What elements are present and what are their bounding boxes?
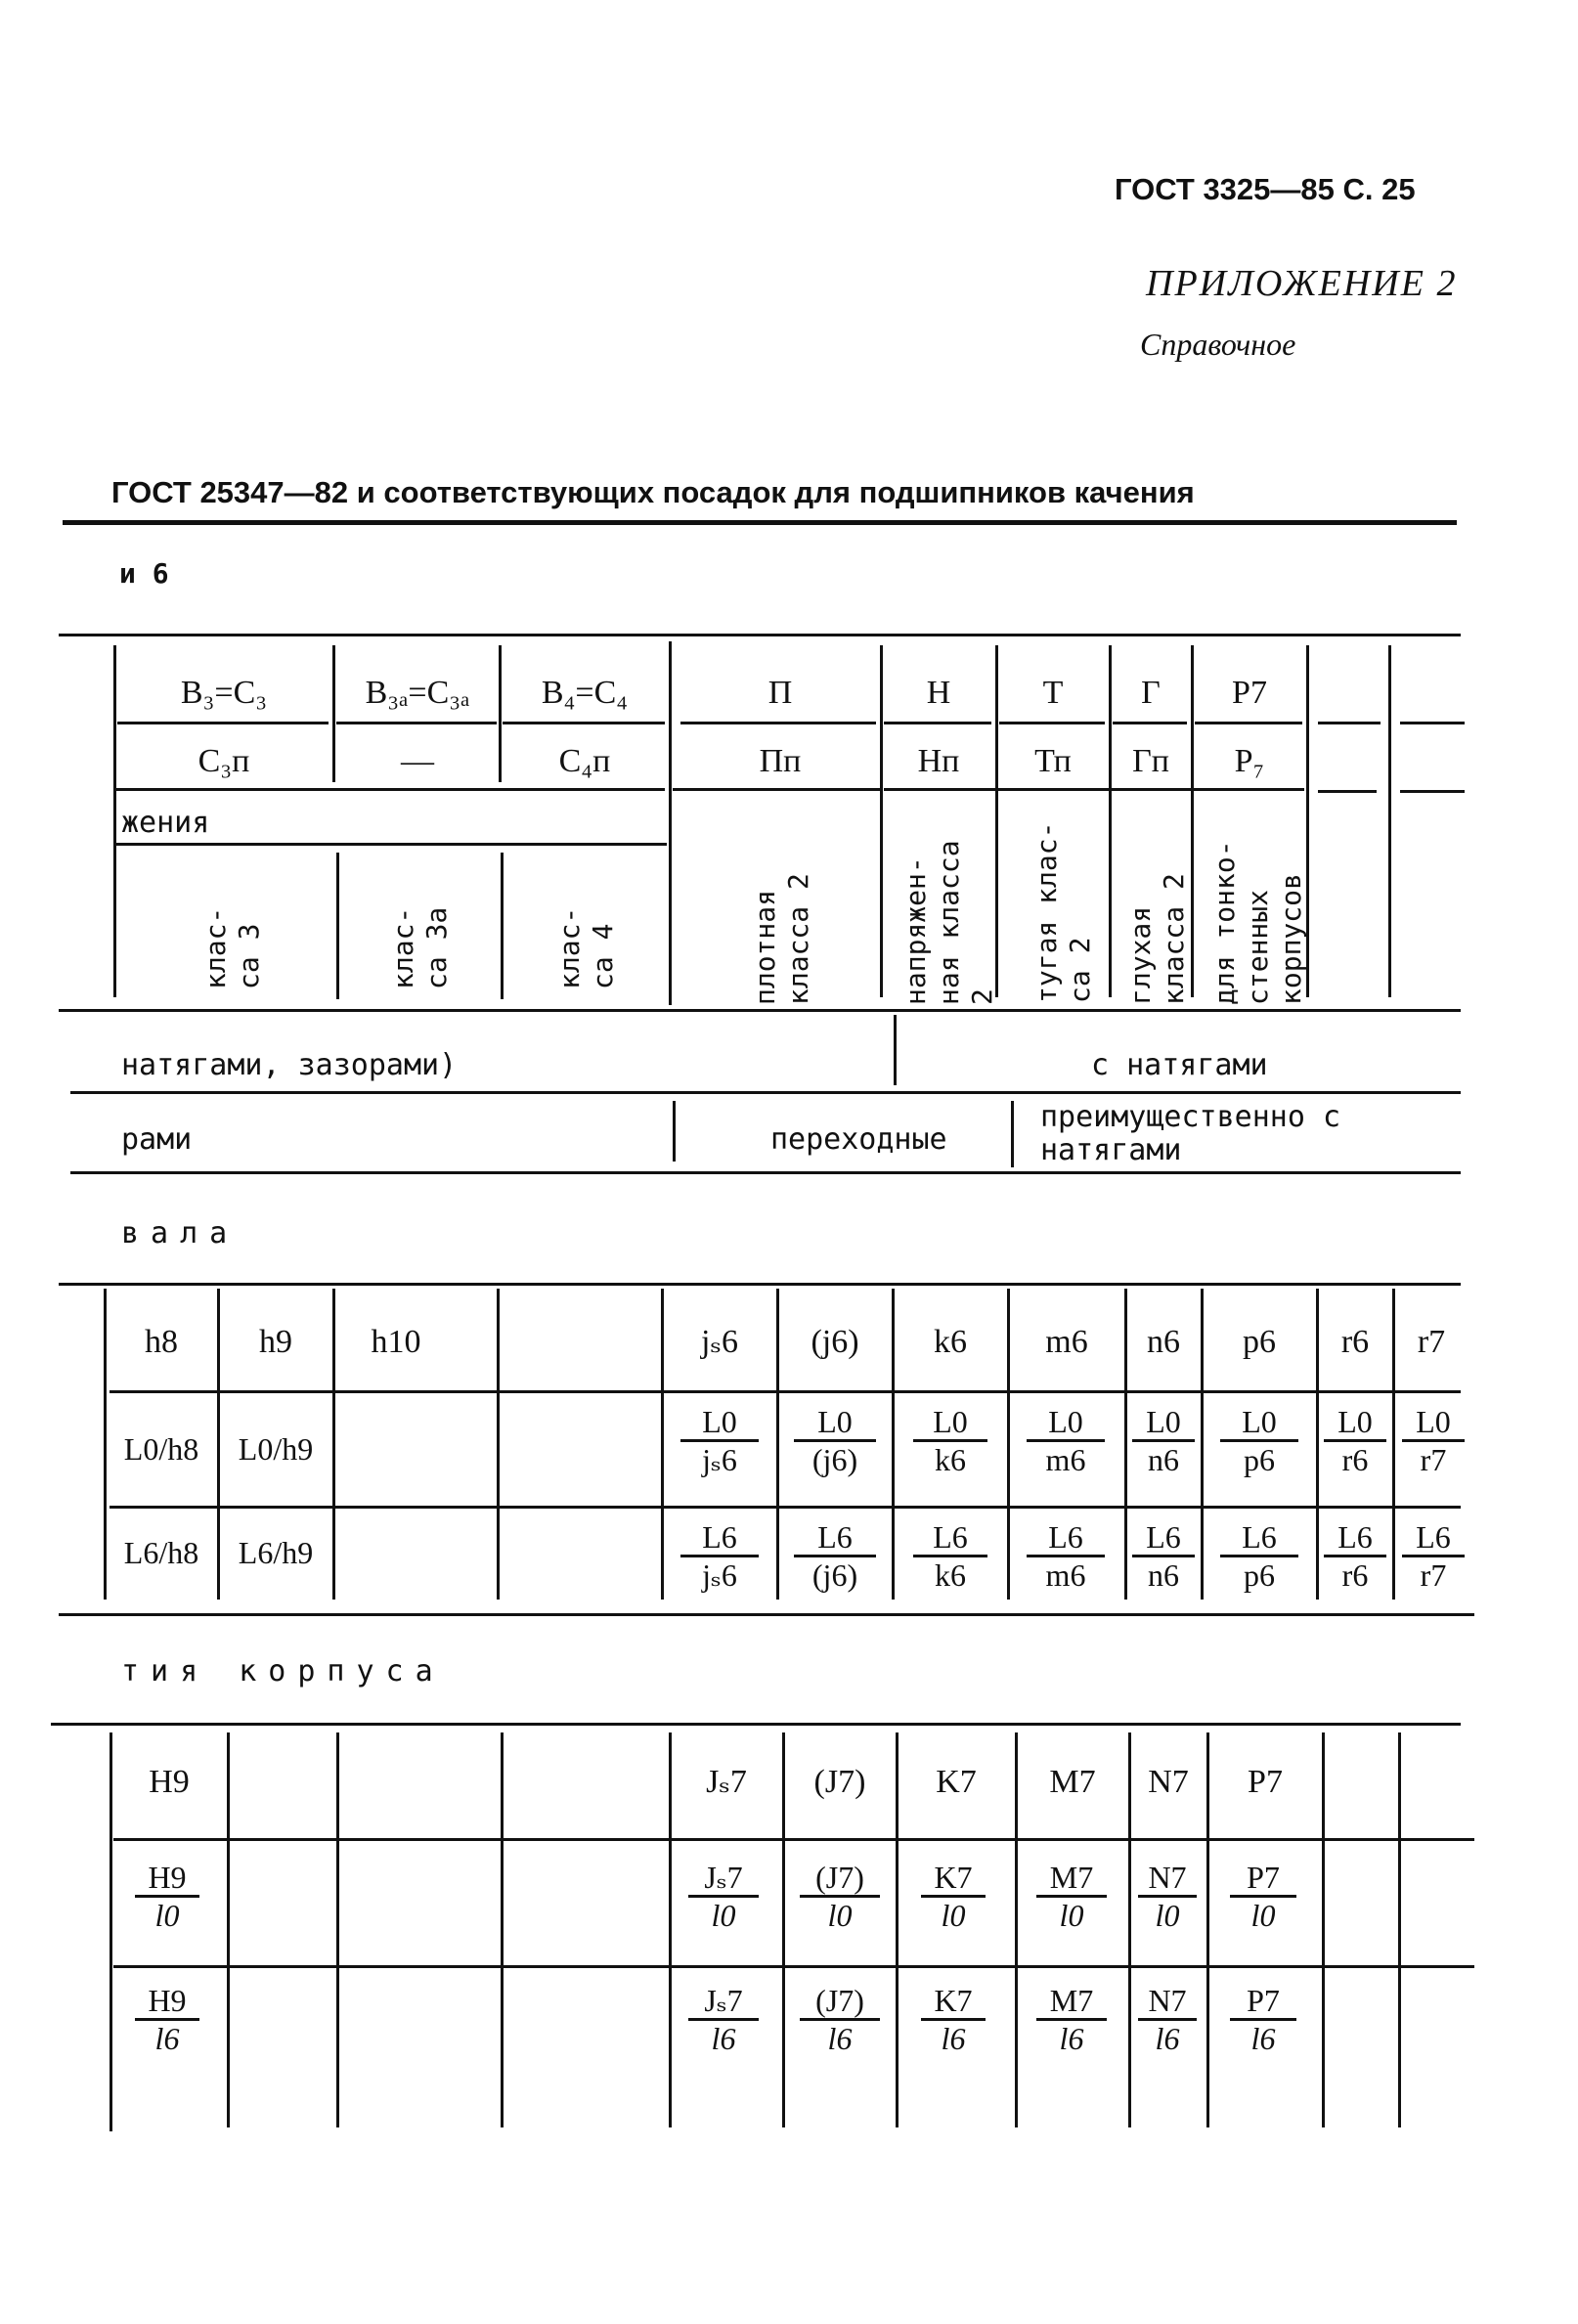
rule <box>1113 722 1187 724</box>
housing-h9: H9 <box>149 1764 190 1800</box>
frac-l6-m6 <box>1027 1521 1105 1591</box>
shaft-h10: h10 <box>371 1324 421 1360</box>
housing-k7: K7 <box>936 1764 977 1800</box>
frac-num: L0 <box>1416 1404 1451 1439</box>
rule <box>336 1732 339 2127</box>
rule <box>1318 722 1381 724</box>
hfrac-k7-l6 <box>921 1985 986 2054</box>
frac-num: L6 <box>702 1519 737 1555</box>
hfrac-h9-l6 <box>135 1985 199 2054</box>
frac-l0-n6 <box>1132 1406 1195 1475</box>
fits-mid2: переходные <box>770 1122 947 1157</box>
hfrac-h9-l0 <box>135 1862 199 1931</box>
rule <box>999 722 1105 724</box>
frac-l6-k6 <box>913 1521 987 1591</box>
rule <box>59 1613 1474 1616</box>
rule <box>880 645 883 997</box>
hfrac-n7-l6 <box>1138 1985 1197 2054</box>
vlabel-8: для тонко- стенных корпусов <box>1208 840 1307 1005</box>
t1-r1-c4: П <box>767 675 793 711</box>
frac-num: K7 <box>934 1860 973 1895</box>
frac-num: K7 <box>934 1983 973 2018</box>
housing-j7: (J7) <box>813 1764 866 1800</box>
t1-r2-c5: Нп <box>917 743 960 779</box>
hfrac-js7-l6 <box>688 1985 759 2054</box>
frac-l0-j6 <box>794 1406 876 1475</box>
frac-num: L6 <box>817 1519 853 1555</box>
rule <box>113 1838 1474 1841</box>
fits-left2: рами <box>121 1122 193 1157</box>
shaft-j6: (j6) <box>811 1324 859 1360</box>
frac-den: n6 <box>1148 1557 1179 1593</box>
shaft-js6: jₛ6 <box>701 1324 738 1360</box>
shaft-h8: h8 <box>145 1324 178 1360</box>
t1-r2-c3: С₄п <box>558 743 611 779</box>
rule <box>1195 722 1302 724</box>
frac-den: l6 <box>711 2021 736 2056</box>
housing-n7: N7 <box>1148 1764 1189 1800</box>
t1-r1-c5: Н <box>926 675 951 711</box>
rule <box>503 722 665 724</box>
frac-den: l0 <box>941 1898 966 1933</box>
frac-num: L6 <box>1242 1519 1277 1555</box>
frac-num: L0 <box>1337 1404 1373 1439</box>
frac-num: Jₛ7 <box>704 1983 743 2018</box>
shaft-r7: r7 <box>1417 1324 1446 1360</box>
shaft-label: вала <box>121 1216 240 1250</box>
t1-r2-c4: Пп <box>759 743 802 779</box>
rule <box>669 641 672 1005</box>
rule <box>70 1171 1461 1174</box>
rule <box>1400 790 1465 793</box>
page-code: ГОСТ 3325—85 С. 25 <box>1115 172 1416 206</box>
rule <box>113 788 665 791</box>
rule <box>680 722 876 724</box>
rule <box>1322 1732 1325 2127</box>
frac-den: r6 <box>1341 1442 1369 1477</box>
frac-den: l0 <box>711 1898 736 1933</box>
frac-num: L6 <box>1416 1519 1451 1555</box>
rule <box>884 722 991 724</box>
shaft-fit-l6h8: L6/h8 <box>123 1535 199 1570</box>
frac-den: jₛ6 <box>702 1442 737 1477</box>
frac-den: r7 <box>1420 1442 1447 1477</box>
frac-den: p6 <box>1244 1442 1275 1477</box>
rule <box>884 788 1197 791</box>
hfrac-k7-l0 <box>921 1862 986 1931</box>
frac-num: L6 <box>1337 1519 1373 1555</box>
frac-l6-r7 <box>1402 1521 1465 1591</box>
shaft-h9: h9 <box>259 1324 292 1360</box>
vlabel-5: напряжен- ная класса 2 <box>899 840 998 1005</box>
frac-den: l6 <box>1250 2021 1276 2056</box>
frac-num: P7 <box>1247 1983 1280 2018</box>
section-label-1: и 6 <box>119 557 169 590</box>
rule <box>673 788 880 791</box>
frac-l6-j6 <box>794 1521 876 1591</box>
frac-num: L0 <box>933 1404 968 1439</box>
rule <box>336 722 497 724</box>
rule <box>59 1009 1461 1012</box>
rule <box>59 634 1461 636</box>
frac-num: L0 <box>817 1404 853 1439</box>
hfrac-js7-l0 <box>688 1862 759 1931</box>
frac-den: r7 <box>1420 1557 1447 1593</box>
vlabel-2: клас- са 3а <box>387 906 453 989</box>
hfrac-m7-l6 <box>1036 1985 1107 2054</box>
frac-den: k6 <box>935 1557 966 1593</box>
frac-den: l0 <box>154 1898 180 1933</box>
rule <box>227 1732 230 2127</box>
frac-num: L6 <box>1146 1519 1181 1555</box>
t1-r1-c6: Т <box>1042 675 1064 711</box>
t1-r1-c8: Р7 <box>1232 675 1267 711</box>
t1-r2-c8: Р₇ <box>1234 743 1265 779</box>
rule <box>497 1289 500 1600</box>
rule <box>894 1015 897 1085</box>
rule <box>499 645 502 782</box>
frac-l6-js6 <box>680 1521 759 1591</box>
rule <box>1398 1732 1401 2127</box>
fits-left: натягами, зазорами) <box>121 1048 458 1082</box>
frac-den: l0 <box>1059 1898 1084 1933</box>
frac-den: l0 <box>1250 1898 1276 1933</box>
frac-l0-r6 <box>1324 1406 1386 1475</box>
t1-r1-c2: В₃ₐ=С₃ₐ <box>365 675 470 711</box>
appendix-title: ПРИЛОЖЕНИЕ 2 <box>1146 263 1458 304</box>
rule <box>110 1506 1461 1509</box>
t1-r2-c7: Гп <box>1132 743 1169 779</box>
shaft-p6: p6 <box>1243 1324 1276 1360</box>
frac-num: P7 <box>1247 1860 1280 1895</box>
frac-den: l6 <box>827 2021 853 2056</box>
frac-l6-r6 <box>1324 1521 1386 1591</box>
rule <box>110 1390 1461 1393</box>
housing-js7: Jₛ7 <box>706 1764 747 1800</box>
frac-num: L0 <box>702 1404 737 1439</box>
frac-den: l0 <box>1155 1898 1180 1933</box>
t1-r1-c1: В₃=С₃ <box>180 675 268 711</box>
rule <box>1195 788 1304 791</box>
housing-label: тия корпуса <box>121 1654 445 1688</box>
shaft-r6: r6 <box>1340 1324 1370 1360</box>
frac-den: jₛ6 <box>702 1557 737 1593</box>
shaft-fit-l0h9: L0/h9 <box>238 1431 314 1467</box>
rule <box>1388 645 1391 997</box>
rule <box>332 645 335 782</box>
frac-num: (J7) <box>815 1983 864 2018</box>
frac-l0-m6 <box>1027 1406 1105 1475</box>
t1-r2-c1: С₃п <box>197 743 250 779</box>
frac-num: (J7) <box>815 1860 864 1895</box>
frac-den: l0 <box>827 1898 853 1933</box>
housing-m7: M7 <box>1049 1764 1096 1800</box>
frac-num: Jₛ7 <box>704 1860 743 1895</box>
frac-den: l6 <box>1059 2021 1084 2056</box>
frac-den: k6 <box>935 1442 966 1477</box>
vlabel-1: клас- са 3 <box>199 906 265 989</box>
rule <box>501 1732 504 2127</box>
vlabel-4: плотная класса 2 <box>749 873 814 1005</box>
rule <box>117 722 329 724</box>
hfrac-m7-l0 <box>1036 1862 1107 1931</box>
frac-num: L0 <box>1146 1404 1181 1439</box>
vlabel-7: глухая класса 2 <box>1124 873 1190 1005</box>
frac-den: m6 <box>1045 1442 1086 1477</box>
frac-l0-p6 <box>1220 1406 1298 1475</box>
shaft-fit-l0h8: L0/h8 <box>123 1431 199 1467</box>
rule <box>59 1283 1461 1286</box>
shaft-fit-l6h9: L6/h9 <box>238 1535 314 1570</box>
rule <box>113 1965 1474 1968</box>
shaft-k6: k6 <box>934 1324 967 1360</box>
vlabel-6: тугая клас- са 2 <box>1030 821 1096 1003</box>
frac-num: L6 <box>933 1519 968 1555</box>
frac-den: l6 <box>154 2021 180 2056</box>
t1-r1-c3: В₄=С₄ <box>541 675 629 711</box>
frac-l6-n6 <box>1132 1521 1195 1591</box>
frac-l0-k6 <box>913 1406 987 1475</box>
rule <box>51 1723 1461 1726</box>
frac-den: r6 <box>1341 1557 1369 1593</box>
frac-den: l6 <box>1155 2021 1180 2056</box>
fits-right: с натягами <box>1091 1048 1268 1082</box>
shaft-n6: n6 <box>1147 1324 1180 1360</box>
hfrac-j7-l6 <box>800 1985 880 2054</box>
merged-label: жения <box>121 806 210 840</box>
rule <box>1011 1101 1014 1167</box>
rule <box>1109 645 1112 997</box>
frac-num: L6 <box>1048 1519 1083 1555</box>
frac-den: (j6) <box>811 1557 858 1593</box>
frac-den: (j6) <box>811 1442 858 1477</box>
hfrac-n7-l0 <box>1138 1862 1197 1931</box>
frac-den: m6 <box>1045 1557 1086 1593</box>
housing-p7: P7 <box>1248 1764 1283 1800</box>
rule <box>336 853 339 999</box>
rule <box>1318 790 1377 793</box>
table-title: ГОСТ 25347—82 и соответствующих посадок для подшипников качения <box>111 475 1195 509</box>
rule <box>1191 645 1194 997</box>
frac-l0-r7 <box>1402 1406 1465 1475</box>
frac-num: L0 <box>1048 1404 1083 1439</box>
vlabel-3: клас- са 4 <box>553 906 619 989</box>
frac-den: p6 <box>1244 1557 1275 1593</box>
title-rule <box>63 520 1457 525</box>
frac-den: n6 <box>1148 1442 1179 1477</box>
t1-r1-c7: Г <box>1141 675 1161 711</box>
reference-label: Справочное <box>1140 327 1296 362</box>
frac-num: M7 <box>1049 1983 1094 2018</box>
frac-num: H9 <box>148 1983 187 2018</box>
frac-num: L0 <box>1242 1404 1277 1439</box>
frac-num: N7 <box>1148 1983 1187 2018</box>
hfrac-p7-l6 <box>1230 1985 1296 2054</box>
rule <box>113 645 116 997</box>
hfrac-j7-l0 <box>800 1862 880 1931</box>
rule <box>1400 722 1465 724</box>
frac-den: l6 <box>941 2021 966 2056</box>
frac-l6-p6 <box>1220 1521 1298 1591</box>
frac-num: N7 <box>1148 1860 1187 1895</box>
frac-l0-js6 <box>680 1406 759 1475</box>
rule <box>501 853 504 999</box>
t1-r2-c6: Тп <box>1034 743 1072 779</box>
shaft-m6: m6 <box>1045 1324 1088 1360</box>
rule <box>113 843 667 846</box>
hfrac-p7-l0 <box>1230 1862 1296 1931</box>
rule <box>673 1101 676 1162</box>
fits-right2: преимущественно с натягами <box>1040 1100 1341 1167</box>
t1-r2-c2: — <box>401 743 434 779</box>
frac-num: H9 <box>148 1860 187 1895</box>
rule <box>70 1091 1461 1094</box>
frac-num: M7 <box>1049 1860 1094 1895</box>
